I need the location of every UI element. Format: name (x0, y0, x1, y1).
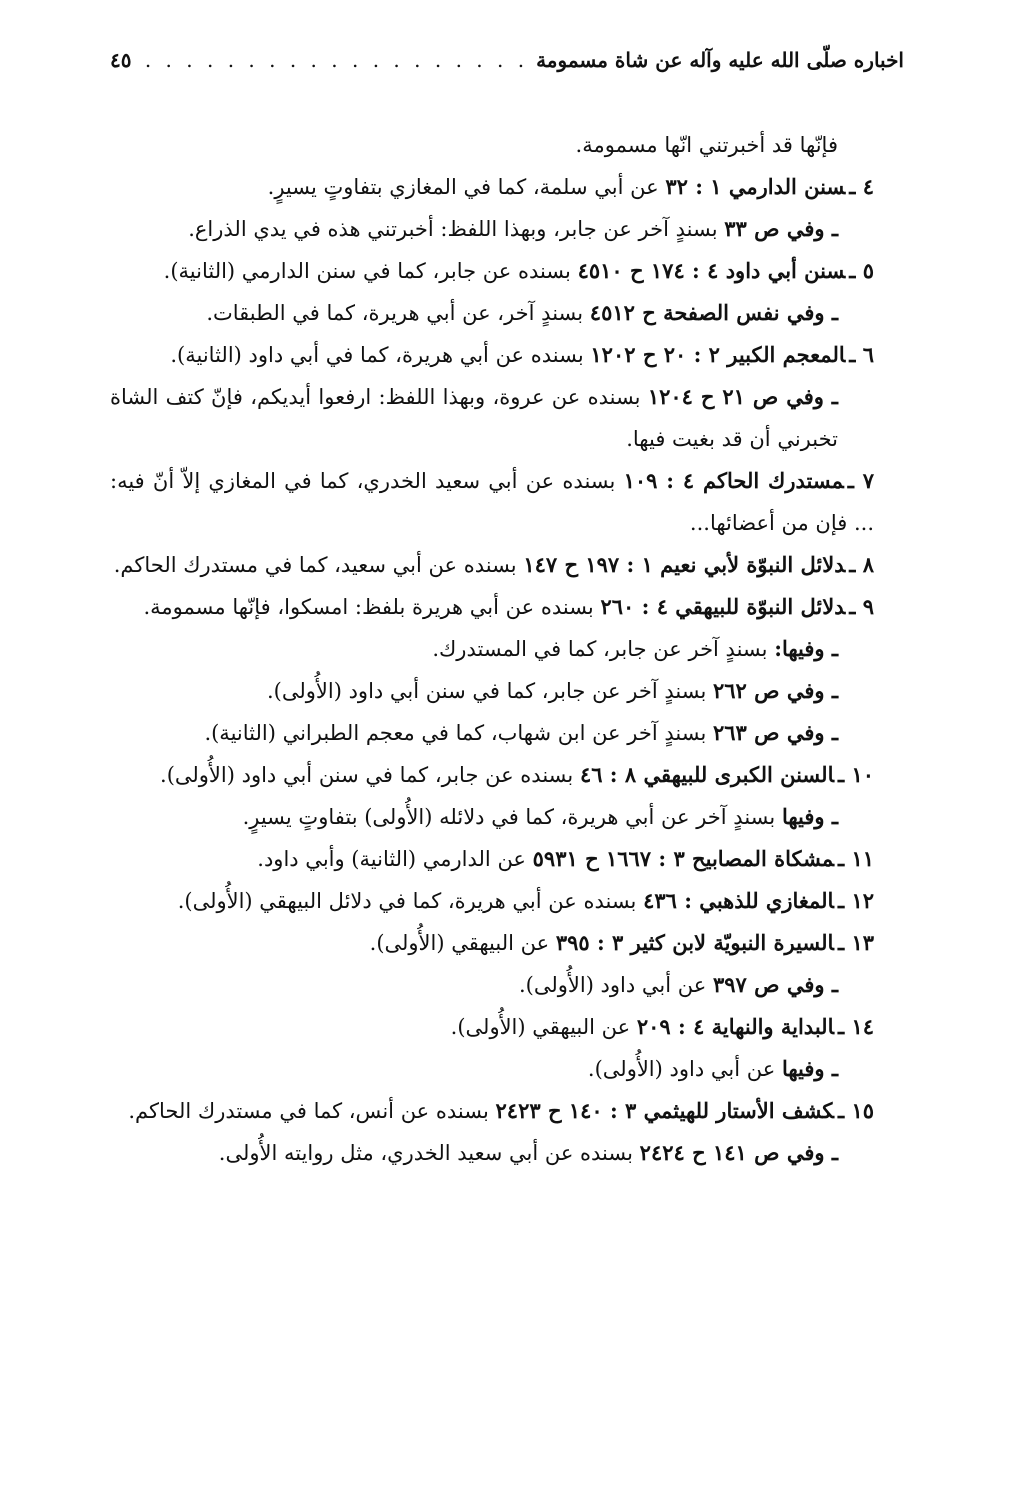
item-number: ١٢ ـ (837, 888, 874, 913)
reference-subitem (110, 712, 874, 754)
reference-text: بسندٍ آخر عن جابر، كما في سنن أبي داود (الأُولى). (266, 679, 707, 703)
source-reference: البداية والنهاية ٤ : ٢٠٩ (636, 1014, 834, 1039)
source-reference: ـ وفي ص ١٤١ ح ٢٤٢٤ (639, 1140, 838, 1165)
item-number: ٧ ـ (847, 468, 875, 493)
item-number: ٥ ـ (849, 258, 874, 283)
reference-item (110, 586, 874, 628)
source-reference: السنن الكبرى للبيهقي ٨ : ٤٦ (579, 762, 834, 787)
reference-text: بسنده عن أبي سعيد الخدري، كما في المغازي إلاّ أنّ فيه: ... فإن من أعضائها... (110, 469, 874, 535)
reference-item (110, 460, 874, 544)
reference-subitem (110, 1132, 874, 1174)
source-reference: السيرة النبويّة لابن كثير ٣ : ٣٩٥ (555, 930, 834, 955)
source-reference: ـ وفيها (781, 804, 838, 829)
source-reference: مشكاة المصابيح ٣ : ١٦٦٧ ح ٥٩٣١ (532, 846, 834, 871)
item-number: ١١ ـ (837, 846, 874, 871)
source-reference: دلائل النبوّة لأبي نعيم ١ : ١٩٧ ح ١٤٧ (523, 552, 846, 577)
reference-subitem (110, 628, 874, 670)
reference-subitem (110, 292, 874, 334)
reference-text: بسنده عن أنس، كما في مستدرك الحاكم. (128, 1099, 489, 1123)
item-number: ١٤ ـ (837, 1014, 874, 1039)
reference-item (110, 1006, 874, 1048)
reference-text: بسنده عن جابر، كما في سنن أبي داود (الأُولى). (160, 763, 574, 787)
source-reference: المعجم الكبير ٢ : ٢٠ ح ١٢٠٢ (590, 342, 846, 367)
reference-text: بسنده عن أبي هريرة بلفظ: امسكوا، فإنّها مسمومة. (143, 595, 594, 619)
source-reference: ـ وفي ص ٣٣ (724, 216, 838, 241)
source-reference: ـ وفي ص ٣٩٧ (712, 972, 838, 997)
reference-text: بسنده عن جابر، كما في سنن الدارمي (الثانية). (163, 259, 571, 283)
reference-text: عن البيهقي (الأُولى). (369, 931, 550, 955)
reference-item (110, 922, 874, 964)
source-reference: ـ وفي ص ٢٦٢ (712, 678, 838, 703)
reference-subitem (110, 796, 874, 838)
reference-subitem (110, 376, 874, 460)
reference-item (110, 754, 874, 796)
running-header (110, 48, 904, 82)
page-body (110, 124, 874, 1174)
reference-subitem (110, 964, 874, 1006)
source-reference: ـ وفيها (781, 1056, 838, 1081)
reference-text: بسنده عن أبي سعيد، كما في مستدرك الحاكم. (113, 553, 517, 577)
reference-text: عن الدارمي (الثانية) وأبي داود. (257, 847, 526, 871)
item-number: ١٠ ـ (837, 762, 874, 787)
header-dot-leader (139, 48, 528, 72)
item-number: ١٣ ـ (837, 930, 874, 955)
reference-item (110, 334, 874, 376)
source-reference: ـ وفي نفس الصفحة ح ٤٥١٢ (589, 300, 838, 325)
source-reference: دلائل النبوّة للبيهقي ٤ : ٢٦٠ (600, 594, 846, 619)
source-reference: كشف الأستار للهيثمي ٣ : ١٤٠ ح ٢٤٢٣ (495, 1098, 834, 1123)
reference-subitem (110, 1048, 874, 1090)
reference-subitem (110, 670, 874, 712)
reference-text: عن أبي سلمة، كما في المغازي بتفاوتٍ يسيرٍ. (267, 175, 659, 199)
reference-text: فإنّها قد أخبرتني انّها مسمومة. (575, 133, 838, 157)
reference-item (110, 250, 874, 292)
header-title: اخباره صلّى الله عليه وآله عن شاة مسمومة (536, 48, 904, 72)
reference-subitem (110, 208, 874, 250)
page-number: ٤٥ (110, 48, 132, 72)
reference-text: عن أبي داود (الأُولى). (587, 1057, 776, 1081)
reference-item (110, 880, 874, 922)
item-number: ٩ ـ (849, 594, 874, 619)
reference-item (110, 1090, 874, 1132)
reference-text: بسندٍ آخر عن جابر، كما في المستدرك. (432, 637, 768, 661)
source-reference: المغازي للذهبي : ٤٣٦ (643, 888, 834, 913)
reference-text: بسندٍ آخر، عن أبي هريرة، كما في الطبقات. (206, 301, 584, 325)
reference-text: بسندٍ آخر عن ابن شهاب، كما في معجم الطبراني (الثانية). (204, 721, 707, 745)
item-number: ١٥ ـ (837, 1098, 874, 1123)
reference-text: بسندٍ آخر عن جابر، وبهذا اللفظ: أخبرتني هذه في يدي الذراع. (188, 217, 718, 241)
source-reference: ـ وفي ص ٢١ ح ١٢٠٤ (647, 384, 838, 409)
reference-text: عن البيهقي (الأُولى). (450, 1015, 631, 1039)
source-reference: ـ وفيها: (774, 636, 838, 661)
reference-text: بسندٍ آخر عن أبي هريرة، كما في دلائله (الأُولى) بتفاوتٍ يسيرٍ. (242, 805, 776, 829)
reference-text: عن أبي داود (الأُولى). (518, 973, 707, 997)
reference-text: بسنده عن أبي هريرة، كما في أبي داود (الثانية). (170, 343, 584, 367)
reference-item (110, 544, 874, 586)
reference-item (110, 166, 874, 208)
reference-text: بسنده عن عروة، وبهذا اللفظ: ارفعوا أيديكم، فإنّ كتف الشاة تخبرني أن قد بغيت فيها. (110, 385, 838, 451)
source-reference: ـ وفي ص ٢٦٣ (712, 720, 838, 745)
reference-text: بسنده عن أبي سعيد الخدري، مثل روايته الأُولى. (218, 1141, 633, 1165)
item-number: ٨ ـ (849, 552, 874, 577)
source-reference: مستدرك الحاكم ٤ : ١٠٩ (623, 468, 844, 493)
source-reference: سنن الدارمي ١ : ٣٢ (665, 174, 846, 199)
reference-text: بسنده عن أبي هريرة، كما في دلائل البيهقي (الأُولى). (177, 889, 637, 913)
item-number: ٤ ـ (849, 174, 874, 199)
item-number: ٦ ـ (849, 342, 874, 367)
source-reference: سنن أبي داود ٤ : ١٧٤ ح ٤٥١٠ (577, 258, 846, 283)
continued-text (110, 124, 874, 166)
reference-item (110, 838, 874, 880)
